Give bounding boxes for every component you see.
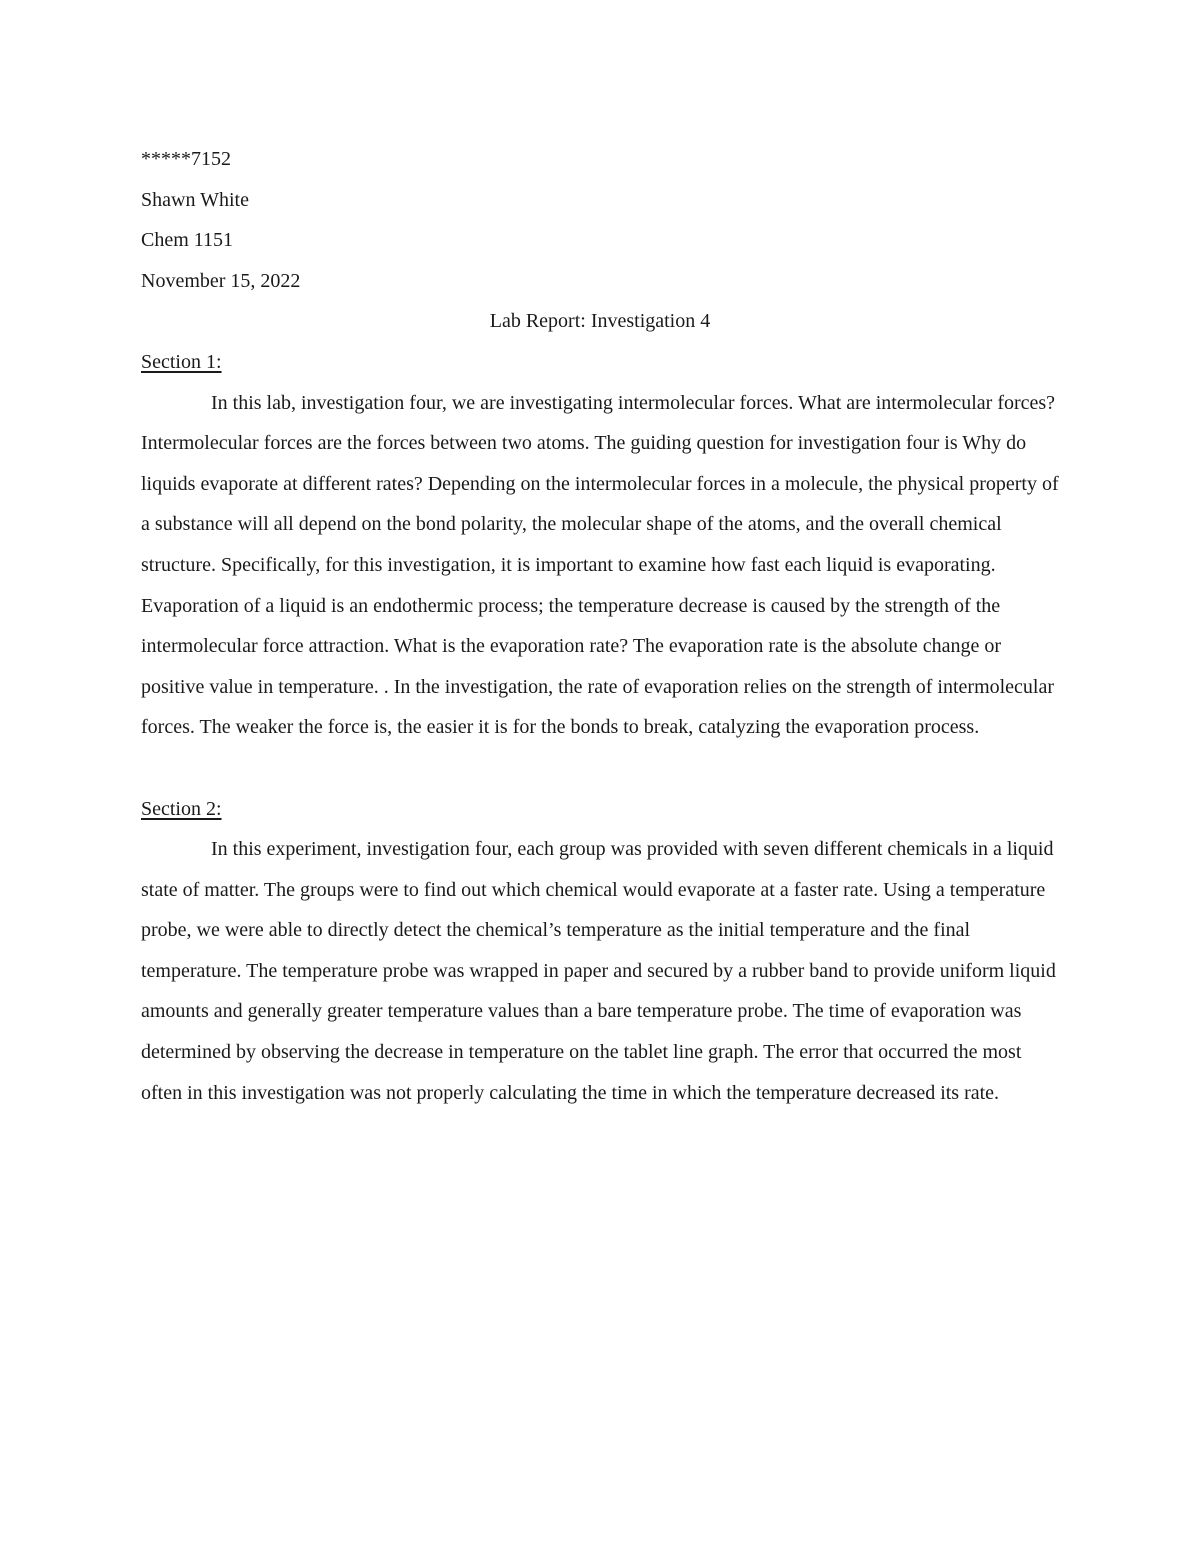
document-body [141,139,1059,1113]
section-2-paragraph: In this experiment, investigation four, each group was provided with seven different chemicals in a liquid state of matter. The groups were to find out which chemical would evaporate at a faster rate. Using a temperature probe, we were able to directly detect the chemical’s temperature as the initial temperature and the final temperature. The temperature probe was wrapped in paper and secured by a rubber band to provide uniform liquid amounts and generally greater temperature values than a bare temperature probe. The time of evaporation was determined by observing the decrease in temperature on the tablet line graph. The error that occurred the most often in this investigation was not properly calculating the time in which the temperature decreased its rate. [141,838,1056,1104]
section-2-heading-row [141,789,1059,830]
section-1-heading-row [141,342,1059,383]
section-spacer [141,748,1059,789]
section-1-heading: Section 1: [141,350,222,373]
course-name: Chem 1151 [141,229,234,252]
report-title: Lab Report: Investigation 4 [489,310,711,333]
report-date: November 15, 2022 [141,269,301,292]
section-1-paragraph: In this lab, investigation four, we are investigating intermolecular forces. What are intermolecular forces? Intermolecular forces are the forces between two atoms. The guiding question for investigation four is Why do liquids evaporate at different rates? Depending on the intermolecular forces in a molecule, the physical property of a substance will all depend on the bond polarity, the molecular shape of the atoms, and the overall chemical structure. Specifically, for this investigation, it is important to examine how fast each liquid is evaporating. Evaporation of a liquid is an endothermic process; the temperature decrease is caused by the strength of the intermolecular force attraction. What is the evaporation rate? The evaporation rate is the absolute change or positive value in temperature. . In the investigation, the rate of evaporation relies on the strength of intermolecular forces. The weaker the force is, the easier it is for the bonds to break, catalyzing the evaporation process. [141,391,1059,739]
section-2-heading: Section 2: [141,797,222,820]
student-id: *****7152 [141,148,231,170]
author-name: Shawn White [141,188,249,211]
